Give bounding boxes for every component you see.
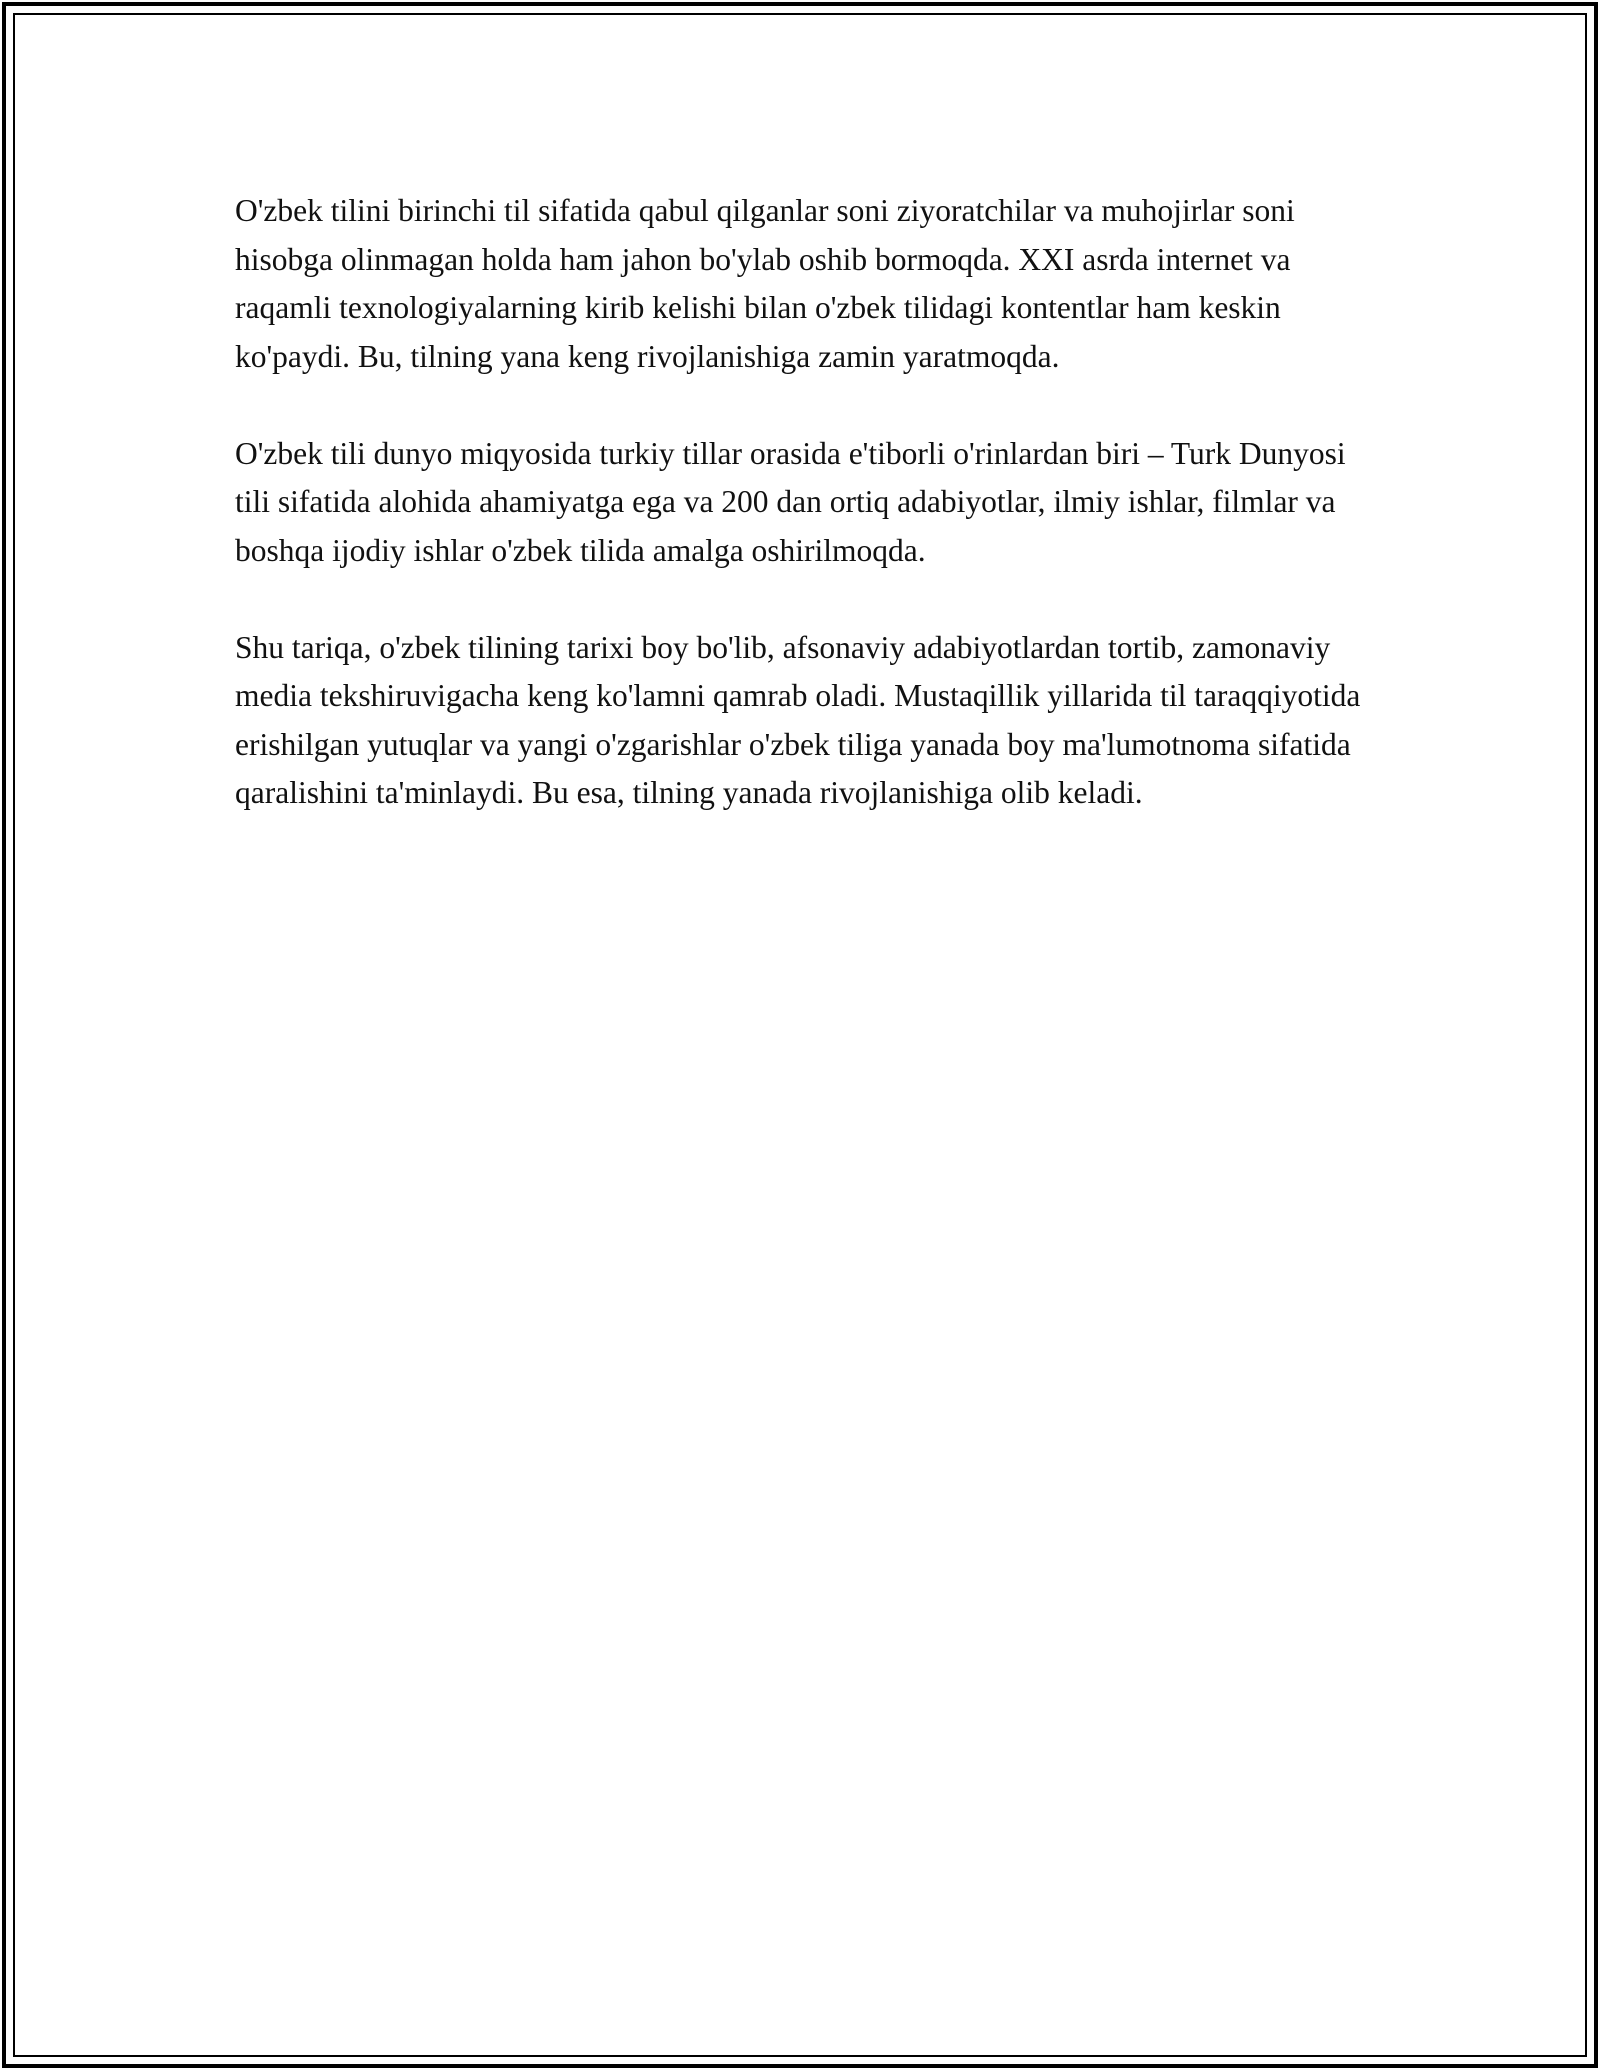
paragraph-3: Shu tariqa, o'zbek tilining tarixi boy bo'lib, afsonaviy adabiyotlardan tortib, zamonaviy media tekshiruvigacha keng ko'lamni qamrab oladi. Mustaqillik yillarida til taraqqiyotida erishilgan yutuqlar va yangi o'zgarishlar o'zbek tiliga yanada boy ma'lumotnoma sifatida qaralishini ta'minlaydi. Bu esa, tilning yanada rivojlanishiga olib keladi. (235, 629, 1361, 810)
paragraph-1: O'zbek tilini birinchi til sifatida qabul qilganlar soni ziyoratchilar va muhojirlar soni hisobga olinmagan holda ham jahon bo'ylab oshib bormoqda. XXI asrda internet va raqamli texnologiyalarning kirib kelishi bilan o'zbek tilidagi kontentlar ham keskin ko'paydi. Bu, tilning yana keng rivojlanishiga zamin yaratmoqda. (235, 193, 1295, 374)
paragraph-2: O'zbek tili dunyo miqyosida turkiy tillar orasida e'tiborli o'rinlardan biri – Turk Dunyosi tili sifatida alohida ahamiyatga ega va 200 dan ortiq adabiyotlar, ilmiy ishlar, filmlar va boshqa ijodiy ishlar o'zbek tilida amalga oshirilmoqda. (235, 435, 1346, 568)
document-body (235, 187, 1375, 866)
